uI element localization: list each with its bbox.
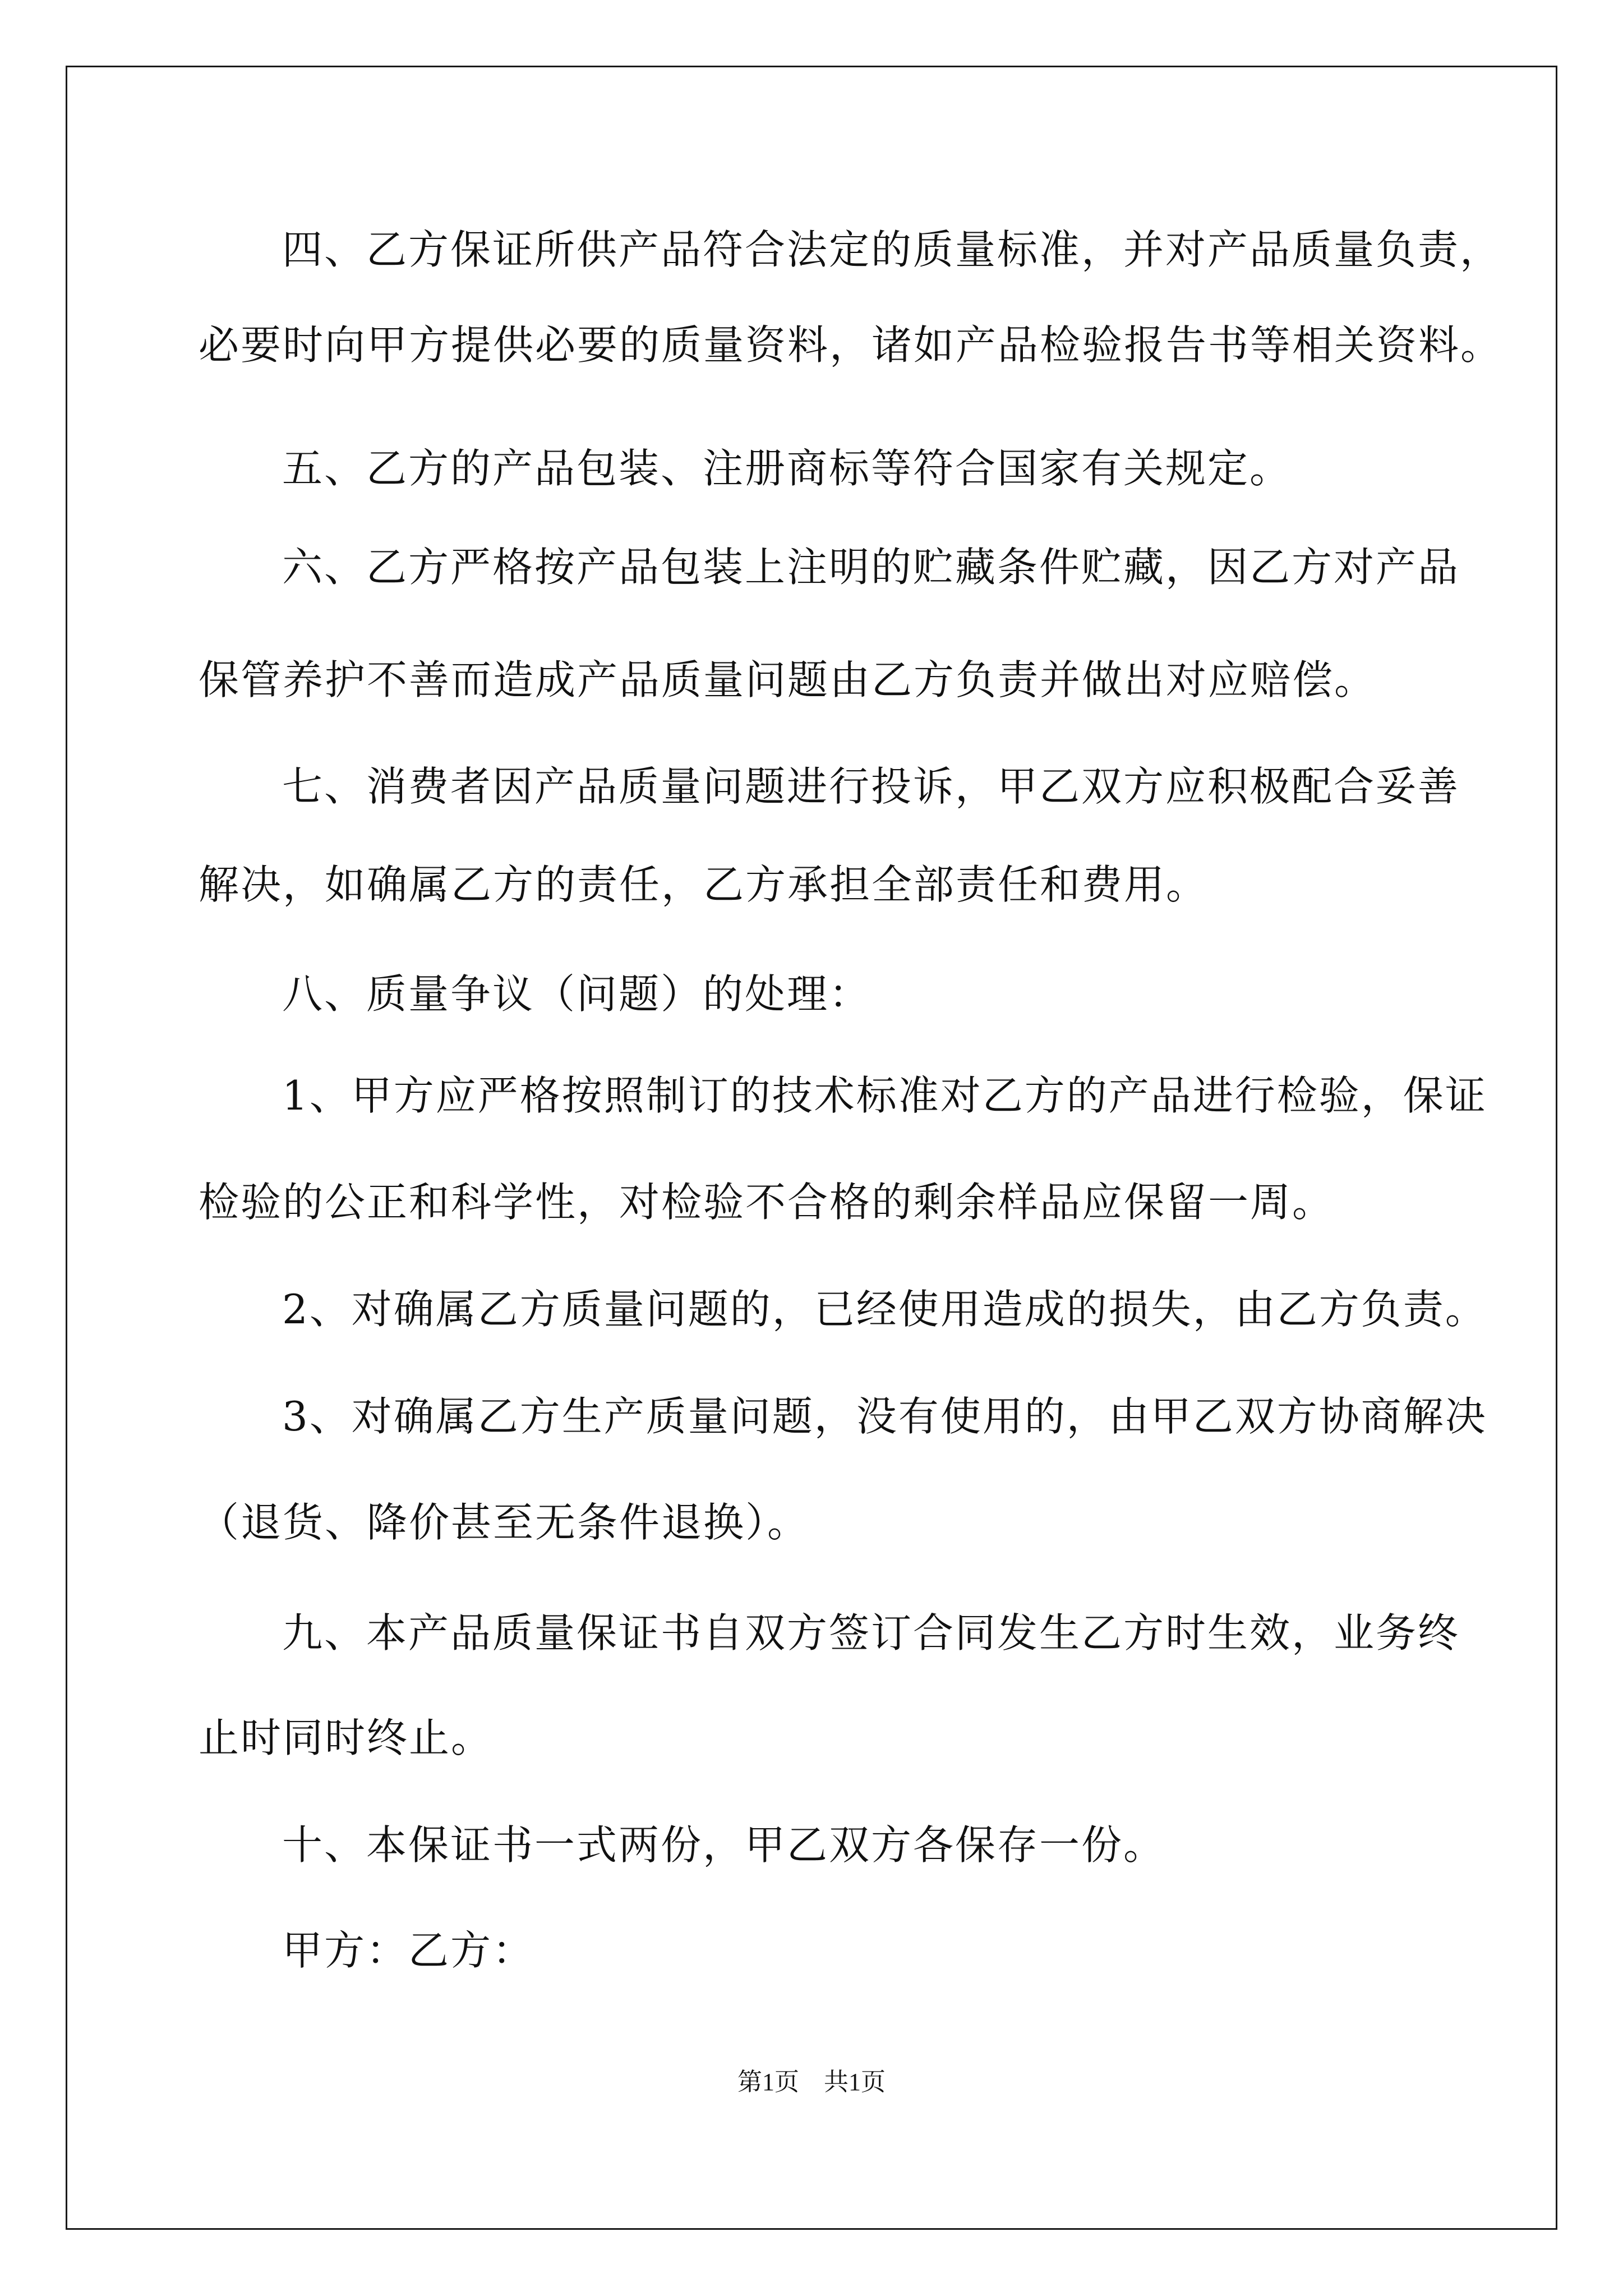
clause-7-line-2: 解决，如确属乙方的责任，乙方承担全部责任和费用。 [199, 861, 1209, 908]
clause-7-line-1: 七、消费者因产品质量问题进行投诉，甲乙双方应积极配合妥善 [282, 763, 1460, 810]
clause-9-line-1: 九、本产品质量保证书自双方签订合同发生乙方时生效，业务终 [282, 1609, 1460, 1657]
clause-8-item-2-line-1: 2、对确属乙方质量问题的，已经使用造成的损失，由乙方负责。 [282, 1286, 1487, 1333]
clause-8-heading: 八、质量争议（问题）的处理： [282, 970, 872, 1018]
page-number-footer: 第1页 共1页 [737, 2068, 886, 2096]
clause-6-line-2: 保管养护不善而造成产品质量问题由乙方负责并做出对应赔偿。 [199, 656, 1377, 703]
signature-line: 甲方：乙方： [282, 1927, 535, 1974]
page-border [66, 66, 1557, 2230]
clause-8-item-3-line-2: （退货、降价甚至无条件退换）。 [199, 1499, 810, 1546]
clause-10-line-1: 十、本保证书一式两份，甲乙双方各保存一份。 [282, 1821, 1166, 1869]
clause-5-line-1: 五、乙方的产品包装、注册商标等符合国家有关规定。 [282, 445, 1292, 492]
clause-4-line-2: 必要时向甲方提供必要的质量资料，诸如产品检验报告书等相关资料。 [199, 321, 1503, 369]
clause-8-item-1-line-1: 1、甲方应严格按照制订的技术标准对乙方的产品进行检验，保证 [282, 1072, 1487, 1119]
clause-4-line-1: 四、乙方保证所供产品符合法定的质量标准，并对产品质量负责， [282, 226, 1502, 273]
clause-8-item-3-line-1: 3、对确属乙方生产质量问题，没有使用的，由甲乙双方协商解决 [282, 1393, 1487, 1440]
clause-6-line-1: 六、乙方严格按产品包装上注明的贮藏条件贮藏，因乙方对产品 [282, 544, 1460, 591]
clause-8-item-1-line-2: 检验的公正和科学性，对检验不合格的剩余样品应保留一周。 [199, 1179, 1335, 1226]
clause-9-line-2: 止时同时终止。 [199, 1714, 494, 1761]
